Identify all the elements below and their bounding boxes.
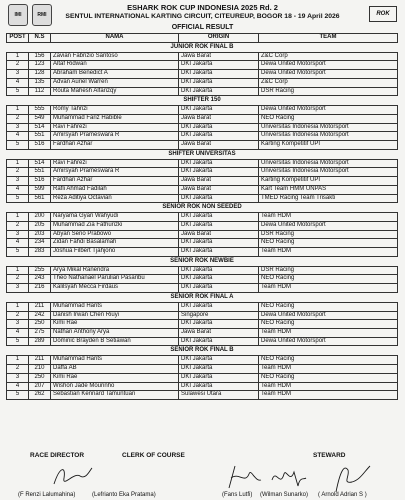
cell-driver-name: Muhammad Harits <box>51 302 179 311</box>
cell-position: 1 <box>7 356 29 365</box>
cell-origin: DKI Jakarta <box>179 320 259 329</box>
cell-team: Dewa United Motorsport <box>259 106 398 115</box>
cell-number: 250 <box>29 320 51 329</box>
table-row <box>7 177 398 186</box>
cell-team: Karting Kompetitif UPI <box>259 141 398 150</box>
cell-position: 5 <box>7 248 29 257</box>
cell-position: 2 <box>7 168 29 177</box>
section-title: JUNIOR ROK FINAL B <box>170 43 234 50</box>
cell-team: Dewa United Motorsport <box>259 61 398 70</box>
cell-number: 243 <box>29 275 51 284</box>
cell-position: 3 <box>7 123 29 132</box>
cell-origin: DKI Jakarta <box>179 159 259 168</box>
section-title-row <box>7 203 398 213</box>
table-row <box>7 221 398 230</box>
cell-driver-name: Dominic Brayden B Setiawan <box>51 337 179 346</box>
event-venue-date: SENTUL INTERNATIONAL KARTING CIRCUIT, CITEUREUP, BOGOR 18 - 19 April 2026 <box>65 13 340 20</box>
cell-origin: Singapore <box>179 311 259 320</box>
cell-driver-name: Routa Mahesh Alfarizqy <box>51 87 179 96</box>
race-director-label: RACE DIRECTOR <box>30 452 85 459</box>
imi-logo: IMI <box>8 4 28 26</box>
cell-team: DSR Racing <box>259 230 398 239</box>
cell-position: 5 <box>7 141 29 150</box>
table-row <box>7 106 398 115</box>
document-title: OFFICIAL RESULT <box>171 24 234 31</box>
cell-team: Z&C Corp <box>259 52 398 61</box>
cell-driver-name: Rafli Ahmad Fadilah <box>51 185 179 194</box>
table-row <box>7 365 398 374</box>
section-title: SENIOR ROK NON SEEDED <box>162 204 242 211</box>
section-title-row <box>7 149 398 159</box>
cell-team: Team HDM <box>259 213 398 222</box>
cell-number: 561 <box>29 194 51 203</box>
results-table <box>6 33 398 400</box>
cell-position: 1 <box>7 159 29 168</box>
table-row <box>7 52 398 61</box>
cell-driver-name: Amirsyah Prameswara R <box>51 168 179 177</box>
cell-number: 516 <box>29 177 51 186</box>
table-row <box>7 159 398 168</box>
col-header-team: TEAM <box>259 34 398 43</box>
cell-driver-name: Reza Aditiya Octavian <box>51 194 179 203</box>
cell-origin: DKI Jakarta <box>179 132 259 141</box>
section-title: SHIFTER UNIVERSITAS <box>168 150 236 157</box>
table-row <box>7 302 398 311</box>
cell-origin: DKI Jakarta <box>179 78 259 87</box>
cell-position: 3 <box>7 320 29 329</box>
cell-team: NEO Racing <box>259 275 398 284</box>
section-title-row <box>7 346 398 356</box>
cell-team: Team HDM <box>259 284 398 293</box>
cell-number: 283 <box>29 248 51 257</box>
table-row <box>7 382 398 391</box>
cell-number: 128 <box>29 70 51 79</box>
cell-number: 262 <box>29 391 51 400</box>
cell-team: Universitas Indonesia Motorsport <box>259 132 398 141</box>
cell-origin: DKI Jakarta <box>179 382 259 391</box>
cell-team: Team HDM <box>259 382 398 391</box>
table-row <box>7 230 398 239</box>
cell-position: 4 <box>7 78 29 87</box>
cell-team: Universitas Indonesia Motorsport <box>259 123 398 132</box>
event-title: ESHARK ROK CUP INDONESIA 2025 Rd. 2 <box>127 3 278 12</box>
table-row <box>7 328 398 337</box>
cell-origin: Jawa Barat <box>179 185 259 194</box>
steward-signature-1 <box>225 462 265 492</box>
cell-driver-name: Zidan Fahdi Basalamah <box>51 239 179 248</box>
cell-origin: Jawa Barat <box>179 177 259 186</box>
cell-driver-name: Arya Mikal Ranendra <box>51 266 179 275</box>
cell-driver-name: Abyan Seno Prabowo <box>51 230 179 239</box>
cell-number: 551 <box>29 168 51 177</box>
table-row <box>7 311 398 320</box>
cell-position: 3 <box>7 177 29 186</box>
cell-position: 4 <box>7 132 29 141</box>
table-row <box>7 213 398 222</box>
cell-driver-name: Zavian Fabrizio Santoso <box>51 52 179 61</box>
section-title-row <box>7 292 398 302</box>
table-row <box>7 356 398 365</box>
cell-team: NEO Racing <box>259 320 398 329</box>
cell-team: Team HDM <box>259 365 398 374</box>
steward-name-1: (Fans Lutfi) <box>222 492 253 498</box>
cell-driver-name: Nathan Anthony Arya <box>51 328 179 337</box>
cell-team: NEO Racing <box>259 239 398 248</box>
cell-position: 1 <box>7 106 29 115</box>
cell-position: 2 <box>7 311 29 320</box>
cell-origin: DKI Jakarta <box>179 365 259 374</box>
cell-number: 207 <box>29 382 51 391</box>
cell-origin: DKI Jakarta <box>179 302 259 311</box>
cell-driver-name: Daffa AB <box>51 365 179 374</box>
cell-driver-name: Muhammad Zia Fathurizki <box>51 221 179 230</box>
cell-number: 514 <box>29 123 51 132</box>
cell-number: 156 <box>29 52 51 61</box>
cell-driver-name: Danish Irwan Chen Riuyi <box>51 311 179 320</box>
table-row <box>7 78 398 87</box>
cell-team: Dewa United Motorsport <box>259 221 398 230</box>
cell-origin: DKI Jakarta <box>179 337 259 346</box>
table-row <box>7 266 398 275</box>
cell-driver-name: Altaf Ridwan <box>51 61 179 70</box>
table-row <box>7 239 398 248</box>
cell-number: 216 <box>29 284 51 293</box>
cell-driver-name: Fardhan Azhar <box>51 177 179 186</box>
cell-position: 5 <box>7 87 29 96</box>
cell-team: Dewa United Motorsport <box>259 337 398 346</box>
table-header-row <box>7 34 398 43</box>
cell-number: 211 <box>29 356 51 365</box>
cell-origin: DKI Jakarta <box>179 266 259 275</box>
cell-driver-name: Abraham Benedict A <box>51 70 179 79</box>
cell-origin: DKI Jakarta <box>179 87 259 96</box>
cell-position: 2 <box>7 275 29 284</box>
race-director-name: (F Renzi Lalumahina) <box>18 492 76 498</box>
steward-signature-3 <box>330 462 375 494</box>
cell-team: Kart Team HMM UNPAS <box>259 185 398 194</box>
cell-team: Karting Kompetitif UPI <box>259 177 398 186</box>
section-title-row <box>7 256 398 266</box>
cell-driver-name: Naryama Gyan Wahyudi <box>51 213 179 222</box>
cell-position: 2 <box>7 114 29 123</box>
cell-driver-name: Theo Nathanael Parulian Pasaribu <box>51 275 179 284</box>
cell-position: 3 <box>7 230 29 239</box>
cell-team: NEO Racing <box>259 373 398 382</box>
cell-position: 5 <box>7 337 29 346</box>
table-row <box>7 70 398 79</box>
cell-driver-name: Kalilsyah Mecca Firdaus <box>51 284 179 293</box>
col-header-nama: NAMA <box>51 34 179 43</box>
table-row <box>7 87 398 96</box>
cell-driver-name: Muhammad Fariz Habible <box>51 114 179 123</box>
col-header-origin: ORIGIN <box>179 34 259 43</box>
cell-origin: Jawa Barat <box>179 52 259 61</box>
cell-number: 234 <box>29 239 51 248</box>
steward-label: STEWARD <box>313 452 346 459</box>
section-title: SENIOR ROK FINAL B <box>170 347 234 354</box>
cell-position: 2 <box>7 61 29 70</box>
cell-origin: Jawa Barat <box>179 230 259 239</box>
col-header-post: POST <box>7 34 29 43</box>
cell-position: 1 <box>7 52 29 61</box>
results-body <box>7 42 398 399</box>
cell-number: 123 <box>29 61 51 70</box>
cell-driver-name: Muhammad Harits <box>51 356 179 365</box>
cell-number: 200 <box>29 213 51 222</box>
cell-driver-name: Ravi Fahrezi <box>51 159 179 168</box>
cell-number: 599 <box>29 185 51 194</box>
cell-origin: DKI Jakarta <box>179 275 259 284</box>
cell-number: 250 <box>29 373 51 382</box>
cell-team: DSR Racing <box>259 266 398 275</box>
cell-origin: DKI Jakarta <box>179 373 259 382</box>
cell-position: 3 <box>7 70 29 79</box>
rok-cup-logo: ROK <box>369 6 397 22</box>
col-header-ns: N.S <box>29 34 51 43</box>
rmi-logo: RMI <box>32 4 52 26</box>
steward-signature-2 <box>268 462 308 492</box>
cell-team: DSR Racing <box>259 87 398 96</box>
cell-position: 3 <box>7 373 29 382</box>
cell-origin: DKI Jakarta <box>179 168 259 177</box>
table-row <box>7 123 398 132</box>
cell-number: 210 <box>29 365 51 374</box>
cell-position: 1 <box>7 213 29 222</box>
cell-position: 5 <box>7 194 29 203</box>
table-row <box>7 61 398 70</box>
clerk-of-course-label: CLERK OF COURSE <box>122 452 185 459</box>
cell-position: 4 <box>7 328 29 337</box>
cell-origin: DKI Jakarta <box>179 61 259 70</box>
cell-origin: DKI Jakarta <box>179 356 259 365</box>
cell-number: 242 <box>29 311 51 320</box>
cell-team: Universitas Indonesia Motorsport <box>259 168 398 177</box>
cell-position: 1 <box>7 302 29 311</box>
cell-driver-name: Sebastian Kennard Tamuntuan <box>51 391 179 400</box>
cell-position: 4 <box>7 239 29 248</box>
cell-team: NEO Racing <box>259 356 398 365</box>
cell-team: Dewa United Motorsport <box>259 311 398 320</box>
cell-number: 549 <box>29 114 51 123</box>
clerk-of-course-name: (Lefrianto Eka Pratama) <box>92 492 156 498</box>
cell-origin: DKI Jakarta <box>179 123 259 132</box>
cell-origin: DKI Jakarta <box>179 284 259 293</box>
table-row <box>7 114 398 123</box>
cell-team: TMED Racing Team Trisakti <box>259 194 398 203</box>
steward-name-3: ( Arnold Adrian S ) <box>318 492 367 498</box>
section-title: SHIFTER 150 <box>183 97 221 104</box>
cell-driver-name: Fardhan Azhar <box>51 141 179 150</box>
table-row <box>7 132 398 141</box>
cell-number: 514 <box>29 159 51 168</box>
table-row <box>7 391 398 400</box>
cell-team: Universitas Indonesia Motorsport <box>259 159 398 168</box>
cell-origin: Jawa Barat <box>179 328 259 337</box>
section-title: SENIOR ROK FINAL A <box>170 293 234 300</box>
cell-origin: DKI Jakarta <box>179 194 259 203</box>
cell-team: Team HDM <box>259 328 398 337</box>
table-row <box>7 185 398 194</box>
table-row <box>7 320 398 329</box>
cell-origin: DKI Jakarta <box>179 239 259 248</box>
cell-origin: Jawa Barat <box>179 141 259 150</box>
cell-driver-name: Ravi Fahrezi <box>51 123 179 132</box>
cell-origin: Jawa Barat <box>179 114 259 123</box>
cell-number: 112 <box>29 87 51 96</box>
table-row <box>7 337 398 346</box>
cell-team: NEO Racing <box>259 114 398 123</box>
table-row <box>7 168 398 177</box>
cell-team: Team HDM <box>259 248 398 257</box>
cell-origin: DKI Jakarta <box>179 213 259 222</box>
cell-origin: DKI Jakarta <box>179 248 259 257</box>
cell-position: 4 <box>7 185 29 194</box>
table-row <box>7 141 398 150</box>
cell-number: 203 <box>29 230 51 239</box>
cell-position: 4 <box>7 382 29 391</box>
cell-number: 135 <box>29 78 51 87</box>
cell-driver-name: Wishon Jade Mourinho <box>51 382 179 391</box>
cell-driver-name: Advan Auriel Warren <box>51 78 179 87</box>
cell-position: 3 <box>7 284 29 293</box>
cell-number: 555 <box>29 106 51 115</box>
cell-team: Team HDM <box>259 391 398 400</box>
table-row <box>7 194 398 203</box>
section-title: SENIOR ROK NEWBIE <box>170 257 234 264</box>
cell-origin: Sulawesi Utara <box>179 391 259 400</box>
table-row <box>7 248 398 257</box>
cell-position: 2 <box>7 221 29 230</box>
cell-driver-name: Kimi Rae <box>51 373 179 382</box>
cell-origin: DKI Jakarta <box>179 221 259 230</box>
cell-team: Dewa United Motorsport <box>259 70 398 79</box>
cell-number: 551 <box>29 132 51 141</box>
cell-driver-name: Romy Tahrizi <box>51 106 179 115</box>
table-row <box>7 373 398 382</box>
race-director-signature <box>50 462 95 490</box>
signature-footer <box>0 452 405 500</box>
table-row <box>7 275 398 284</box>
section-title-row <box>7 96 398 106</box>
steward-name-2: (Wilman Sunarko) <box>260 492 309 498</box>
cell-driver-name: Amirsyah Prameswara R <box>51 132 179 141</box>
cell-number: 255 <box>29 266 51 275</box>
table-row <box>7 284 398 293</box>
cell-position: 5 <box>7 391 29 400</box>
cell-origin: DKI Jakarta <box>179 70 259 79</box>
cell-team: NEO Racing <box>259 302 398 311</box>
section-title-row <box>7 42 398 52</box>
cell-origin: DKI Jakarta <box>179 106 259 115</box>
cell-position: 1 <box>7 266 29 275</box>
cell-driver-name: Kimi Rae <box>51 320 179 329</box>
cell-number: 289 <box>29 337 51 346</box>
cell-number: 211 <box>29 302 51 311</box>
cell-driver-name: Joshua Filbert Tjahjono <box>51 248 179 257</box>
cell-number: 516 <box>29 141 51 150</box>
cell-number: 275 <box>29 328 51 337</box>
cell-team: Z&C Corp <box>259 78 398 87</box>
cell-number: 205 <box>29 221 51 230</box>
cell-position: 2 <box>7 365 29 374</box>
